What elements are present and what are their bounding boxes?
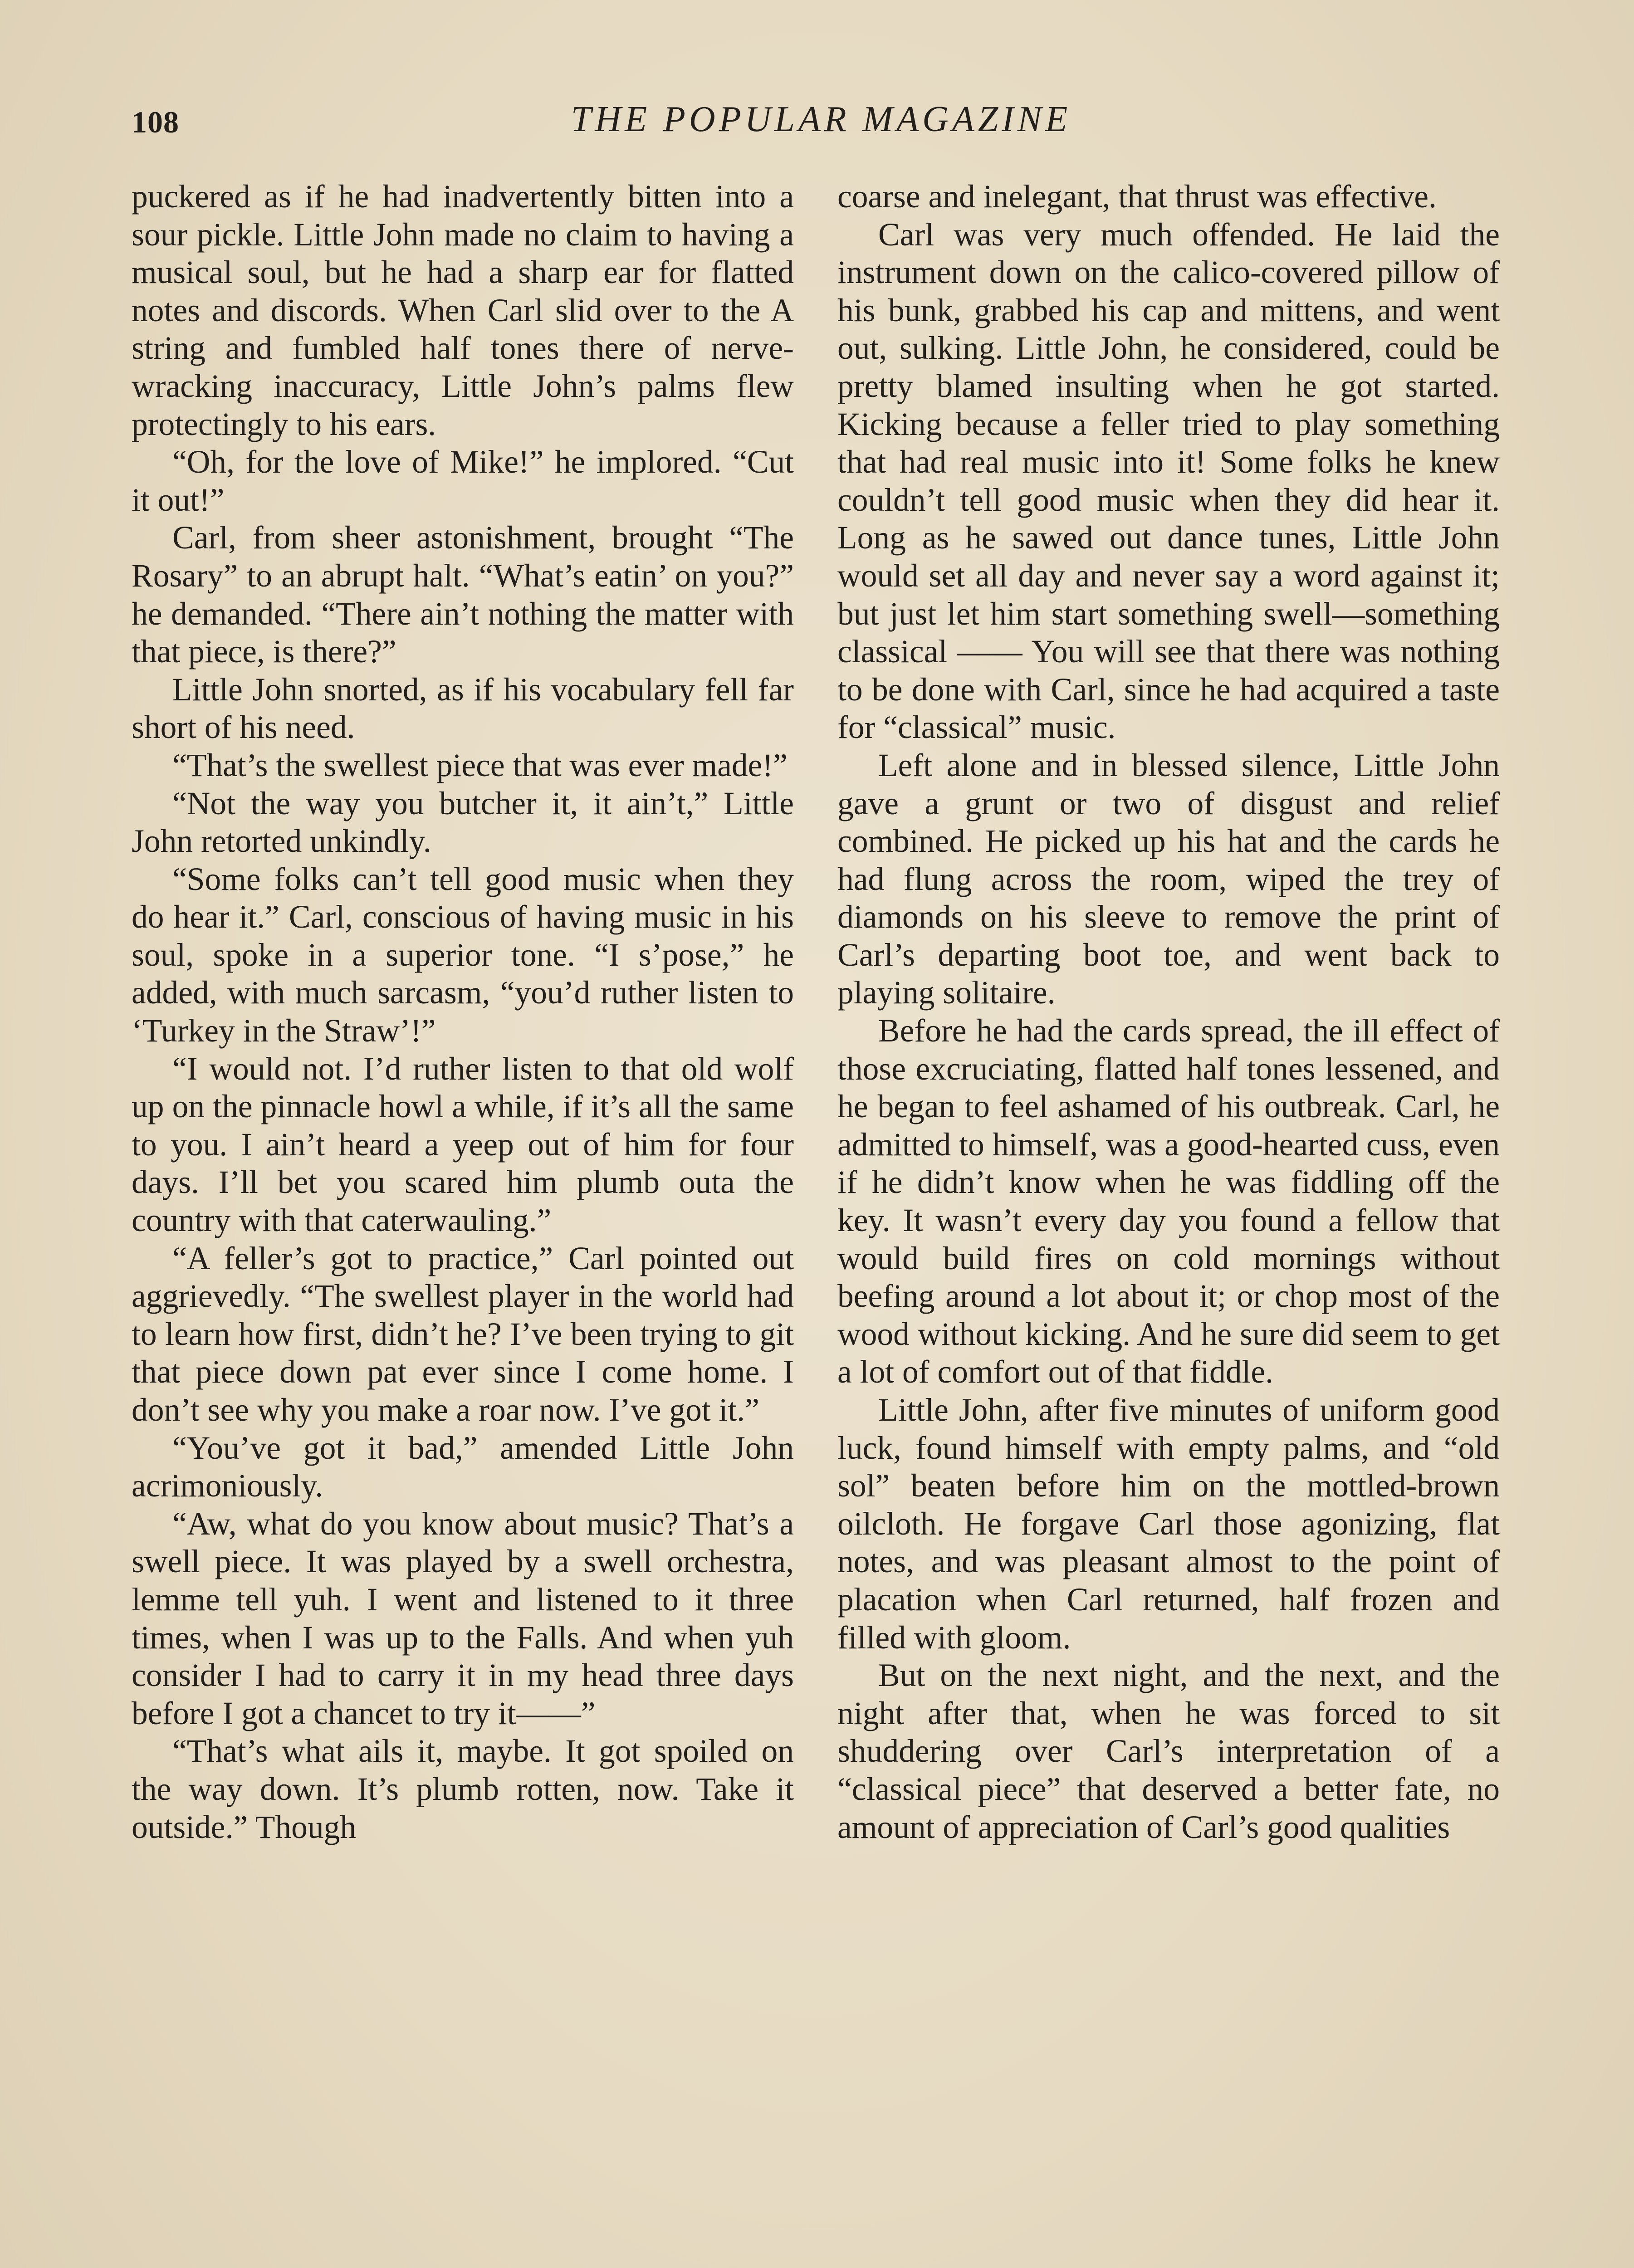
paragraph: Before he had the cards spread, the ill effect of those excruciating, flatted half tones lessened, and he began to feel ashamed of his outbreak. Carl, he admitted to himself, was a good-hearted cuss, even if he didn’t know when he was fiddling off the key. It wasn’t every day you found a fellow that would build fires on cold mornings without beefing around a lot about it; or chop most of the wood without kicking. And he sure did seem to get a lot of comfort out of that fiddle.: [837, 1013, 1500, 1390]
left-column: [132, 178, 794, 2268]
page-number: 108: [132, 105, 179, 139]
paragraph: Left alone and in blessed silence, Little John gave a grunt or two of disgust and relief combined. He picked up his hat and the cards he had flung across the room, wiped the trey of diamonds on his sleeve to remove the print of Carl’s departing boot toe, and went back to playing solitaire.: [837, 747, 1500, 1011]
paragraph: “Aw, what do you know about music? That’s a swell piece. It was played by a swell orchestra, lemme tell yuh. I went and listened to it three times, when I was up to the Falls. And when yuh consider I had to carry it in my head three days before I got a chancet to try it——”: [132, 1505, 794, 1731]
paragraph: “A feller’s got to practice,” Carl pointed out aggrievedly. “The swellest player in the world had to learn how first, didn’t he? I’ve been trying to git that piece down pat ever since I come home. I don’t see why you make a roar now. I’ve got it.”: [132, 1240, 794, 1428]
page-header: [132, 99, 1511, 153]
running-title: THE POPULAR MAGAZINE: [571, 99, 1071, 139]
paragraph: But on the next night, and the next, and the night after that, when he was forced to sit shuddering over Carl’s interpretation of a “classical piece” that deserved a better fate, no amount of appreciation of Carl’s good qualities: [837, 1657, 1500, 1845]
paragraph: “Not the way you butcher it, it ain’t,” Little John retorted unkindly.: [132, 785, 794, 860]
paragraph: “That’s the swellest piece that was ever made!”: [172, 747, 788, 783]
paragraph: coarse and inelegant, that thrust was effective.: [837, 179, 1437, 215]
paragraph: Little John snorted, as if his vocabulary fell far short of his need.: [132, 671, 794, 746]
paragraph: “Some folks can’t tell good music when they do hear it.” Carl, conscious of having music in his soul, spoke in a superior tone. “I s’pose,” he added, with much sarcasm, “you’d ruther listen to ‘Turkey in the Straw’!”: [132, 861, 794, 1049]
right-column: [837, 178, 1500, 2268]
paragraph: “Oh, for the love of Mike!” he implored. “Cut it out!”: [132, 444, 794, 518]
paragraph: Carl, from sheer astonishment, brought “The Rosary” to an abrupt halt. “What’s eatin’ on you?” he demanded. “There ain’t nothing the matter with that piece, is there?”: [132, 520, 794, 670]
paragraph: “That’s what ails it, maybe. It got spoiled on the way down. It’s plumb rotten, now. Take it outside.” Though: [132, 1733, 794, 1845]
paragraph: Little John, after five minutes of uniform good luck, found himself with empty palms, and “old sol” beaten before him on the mottled-brown oilcloth. He forgave Carl those agonizing, flat notes, and was pleasant almost to the point of placation when Carl returned, half frozen and filled with gloom.: [837, 1392, 1500, 1656]
paragraph: “I would not. I’d ruther listen to that old wolf up on the pinnacle howl a while, if it’s all the same to you. I ain’t heard a yeep out of him for four days. I’ll bet you scared him plumb outa the country with that caterwauling.”: [132, 1051, 794, 1239]
paragraph: “You’ve got it bad,” amended Little John acrimoniously.: [132, 1430, 794, 1504]
paragraph: puckered as if he had inadvertently bitten into a sour pickle. Little John made no claim to having a musical soul, but he had a sharp ear for flatted notes and discords. When Carl slid over to the A string and fumbled half tones there of nerve-wracking inaccuracy, Little John’s palms flew protectingly to his ears.: [132, 179, 794, 442]
paragraph: Carl was very much offended. He laid the instrument down on the calico-covered pillow of his bunk, grabbed his cap and mittens, and went out, sulking. Little John, he considered, could be pretty blamed insulting when he got started. Kicking because a feller tried to play something that had real music into it! Some folks he knew couldn’t tell good music when they did hear it. Long as he sawed out dance tunes, Little John would set all day and never say a word against it; but just let him start something swell—something classical —— You will see that there was nothing to be done with Carl, since he had acquired a taste for “classical” music.: [837, 216, 1500, 746]
